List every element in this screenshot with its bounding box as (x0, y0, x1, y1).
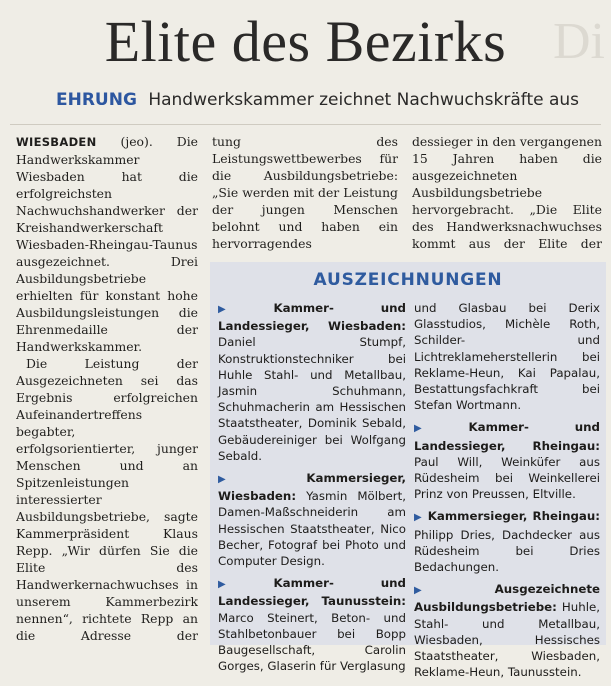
award-entry (414, 419, 600, 502)
award-category: Kammer- und Landessieger, Taunusstein: (218, 576, 406, 609)
triangle-bullet-icon: ▶ (218, 579, 269, 591)
article-column-1 (16, 133, 198, 645)
triangle-bullet-icon: ▶ (414, 423, 464, 435)
triangle-bullet-icon: ▶ (414, 585, 490, 597)
triangle-bullet-icon: ▶ (414, 512, 423, 524)
triangle-bullet-icon: ▶ (218, 304, 269, 315)
paragraph-3: tung des Leistungswettbewerbes für die Ausbildungsbetriebe: „Sie werden mit der Leistung der jungen Menschen belohnt und haben ein hervorragendes (212, 134, 398, 251)
subheadline (56, 88, 611, 112)
deck-text: Handwerkskammer zeichnet Nachwuchskräfte aus (148, 90, 580, 110)
paragraph-1-text: (jeo). Die Handwerkskammer Wiesbaden hat die erfolgreichsten Nachwuchshandwerker der Kreishandwerkerschaft Wiesbaden-Rheingau-Taunus ausgezeichnet. Drei Ausbildungsbetriebe erhielten für konstant hohe Ausbildungsleistungen die Ehrenmedaille der Handwerkskammer. (16, 134, 198, 354)
article-column-2 (212, 133, 398, 253)
awards-column-right (414, 300, 600, 686)
award-entry-continued: und Glasbau bei Derix Glasstudios, Michèle Roth, Schilder- und Lichtreklameherstellerin bei Reklame-Heun, Kai Papalau, Bestattungsfachkraft bei Stefan Wortmann. (414, 301, 600, 413)
award-winners: Marco Steinert, Beton- und Stahlbetonbauer bei Bopp Baugesellschaft, Carolin Gorges, Glaserin für Verglasung (218, 610, 406, 674)
award-winners: Huhle, Stahl- und Metallbau, Wiesbaden, Hessisches Staatstheater, Wiesbaden, Reklame-Heun, Taunusstein. (414, 600, 600, 680)
award-winners: Paul Will, Weinküfer aus Rüdesheim bei Weinkellerei Prinz von Preussen, Eltville. (414, 454, 600, 502)
award-category: Kammer- und Landessieger, Rheingau: (414, 420, 600, 453)
award-category: Kammer- und Landessieger, Wiesbaden: (218, 301, 406, 334)
award-winners: Yasmin Mölbert, Damen-Maßschneiderin am Hessischen Staatstheater, Nico Becher, Fotograf bei Photo und Computer Design. (218, 489, 406, 569)
paragraph-4: dessieger in den vergangenen 15 Jahren haben die ausgezeichneten Ausbildungsbetriebe hervorgebracht. „Die Elite des Handwerksnachwuchses kommt aus der Elite der (412, 134, 602, 251)
award-category: Kammersieger, Wiesbaden: (218, 471, 406, 504)
award-winners: Daniel Stumpf, Konstruktionstechniker bei Huhle Stahl- und Metallbau, Jasmin Schuhmann, Schuhmacherin am Hessischen Staatstheater, Dominik Sebald, Gebäudereiniger bei Wolfgang Sebald. (218, 335, 406, 463)
page-title: Elite des Bezirks (104, 9, 507, 74)
paragraph-1 (16, 133, 198, 355)
awards-box (210, 262, 606, 680)
divider (10, 124, 601, 125)
awards-box-title: AUSZEICHNUNGEN (313, 270, 503, 290)
award-entry (414, 581, 600, 680)
dateline: WIESBADEN (16, 135, 97, 149)
bleed-through-text: Di (553, 13, 605, 70)
award-entry (218, 470, 406, 569)
award-category: Ausgezeichnete Ausbildungsbetriebe: (414, 582, 600, 615)
article-column-3 (412, 133, 602, 253)
paragraph-2: Die Leistung der Ausgezeichneten sei das Ergebnis erfolgreichen Aufeinandertreffens begabter, erfolgsorientierter, junger Menschen und an Spitzenleistungen interessierter Ausbildungsbetriebe, sagte Kammerpräsident Klaus Repp. „Wir dürfen Sie die Elite des Handwerkernachwuchses in unserem Kammerbezirk nennen“, richtete Repp an die Adresse der (16, 356, 198, 643)
award-winners: Philipp Dries, Dachdecker aus Rüdesheim bei Dries Bedachungen. (414, 527, 600, 575)
award-entry (414, 508, 600, 575)
award-entry (218, 575, 406, 674)
kicker-label: EHRUNG (56, 90, 137, 110)
award-category: Kammersieger, Rheingau: (427, 509, 600, 524)
triangle-bullet-icon: ▶ (218, 474, 302, 486)
awards-column-left (218, 300, 406, 680)
award-entry (218, 300, 406, 464)
